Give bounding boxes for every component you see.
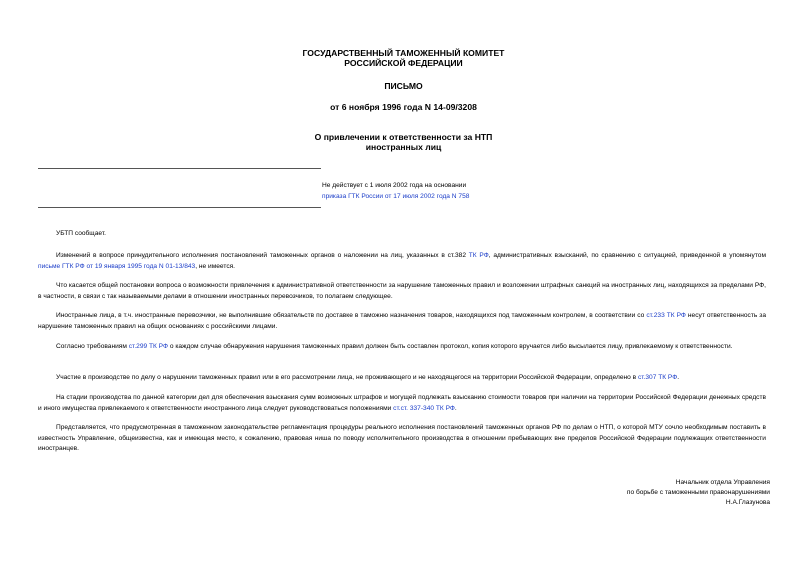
divider-bottom bbox=[38, 207, 321, 208]
signatory-position-1: Начальник отдела Управления bbox=[675, 479, 770, 486]
paragraph-2 bbox=[38, 251, 766, 272]
subject-line-2: иностранных лиц bbox=[365, 142, 442, 152]
link-art-299[interactable]: ст.299 ТК РФ bbox=[128, 343, 169, 350]
paragraph-3: Что касается общей постановки вопроса о возможности привлечения к административной ответственности за нарушение таможенных правил и возложении штрафных санкций на иностранных лиц, находящихся за пределами РФ, в частности, в связи с так называемыми делами в отношении иностранных перевозчиков, то полагаем следующее. bbox=[38, 282, 766, 300]
p2-text-a: Изменений в вопросе принудительного исполнения постановлений таможенных органов о наложении на лиц, указанных в ст.382 bbox=[56, 252, 469, 259]
issuing-organization bbox=[0, 48, 807, 68]
document-type: ПИСЬМО bbox=[384, 81, 423, 91]
p2-text-c: , не имеется. bbox=[195, 262, 236, 270]
p2-text-b: , административных взысканий, по сравнению с ситуацией, приведенной в упомянутом bbox=[488, 252, 766, 259]
p5-text-a: Согласно требованиям bbox=[56, 343, 129, 350]
divider-top bbox=[38, 168, 321, 169]
status-text: Не действует с 1 июля 2002 года на основании bbox=[322, 182, 467, 189]
status-order-link[interactable]: приказа ГТК России от 17 июля 2002 года N 758 bbox=[322, 193, 470, 200]
signature-block bbox=[627, 478, 770, 509]
p6-text-a: Участие в производстве по делу о нарушении таможенных правил или в его рассмотрении лица, не проживающего и не находящегося на территории Российской Федерации, определено в bbox=[56, 374, 638, 381]
document-date-number: от 6 ноября 1996 года N 14-09/3208 bbox=[330, 102, 477, 112]
link-gtk-letter-1995[interactable]: письме ГТК РФ от 19 января 1995 года N 01-13/843 bbox=[38, 262, 196, 270]
link-art-307[interactable]: ст.307 ТК РФ bbox=[637, 374, 678, 381]
paragraph-5 bbox=[38, 342, 766, 353]
p7-text-b: . bbox=[454, 404, 457, 412]
org-line-1: ГОСУДАРСТВЕННЫЙ ТАМОЖЕННЫЙ КОМИТЕТ bbox=[302, 48, 505, 58]
p4-text-a: Иностранные лица, в т.ч. иностранные перевозчики, не выполнившие обязательств по доставке в таможню назначения товаров, находящихся под таможенным контролем, в соответствии со bbox=[56, 312, 647, 319]
subject-line-1: О привлечении к ответственности за НТП bbox=[314, 132, 493, 142]
paragraph-4 bbox=[38, 311, 766, 332]
p6-text-b: . bbox=[677, 374, 680, 381]
p5-text-b: о каждом случае обнаружения нарушения таможенных правил должен быть составлен протокол, копия которого вручается либо высылается лицу, привлекаемому к ответственности. bbox=[168, 343, 733, 350]
p4-text-b: несут ответственность за нарушение таможенных правил на общих основаниях с российскими лицами. bbox=[38, 312, 766, 330]
org-line-2: РОССИЙСКОЙ ФЕДЕРАЦИИ bbox=[344, 58, 463, 68]
status-note bbox=[322, 180, 469, 202]
paragraph-7 bbox=[38, 393, 766, 414]
paragraph-6 bbox=[38, 373, 766, 384]
link-art-337-340[interactable]: ст.ст. 337-340 ТК РФ bbox=[393, 404, 455, 412]
link-art-233[interactable]: ст.233 ТК РФ bbox=[646, 312, 686, 319]
document-subject bbox=[0, 132, 807, 152]
signatory-name: Н.А.Глазунова bbox=[725, 499, 770, 507]
p7-text-a: На стадии производства по данной категории дел для обеспечения взыскания сумм возможных штрафов и могущей подлежать взысканию стоимости товаров при наличии на территории Российской Федерации денежных средств и иного имущества привлекаемого к ответственности иностранного лица следует руководствоваться положениями bbox=[38, 394, 766, 412]
link-tk-rf[interactable]: ТК РФ bbox=[468, 252, 489, 259]
paragraph-8: Представляется, что предусмотренная в таможенном законодательстве регламентация процедуры реального исполнения постановлений таможенных органов РФ по делам о НТП, о которой МТУ сочло необходимым поставить в известность Управление, общеизвестна, как и имеющая место, к сожалению, правовая ниша по поводу исполнительного производства в отношении пребывающих вне пределов Российской Федерации подлежащих ответственности иностранцев. bbox=[38, 424, 766, 452]
signatory-position-2: по борьбе с таможенными правонарушениями bbox=[626, 489, 770, 497]
paragraph-1: УБТП сообщает. bbox=[56, 230, 106, 237]
